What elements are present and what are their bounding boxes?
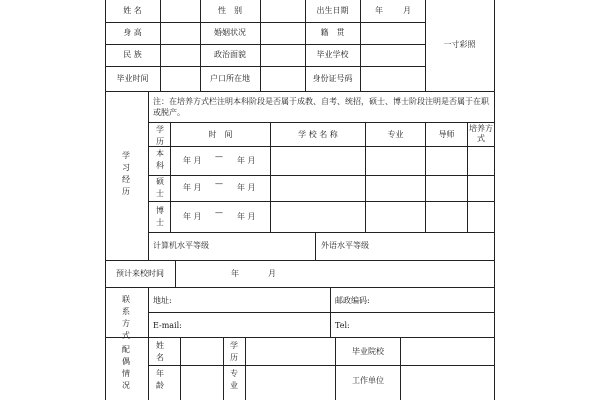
spouse-age-field[interactable] [181,366,223,400]
degree-header: 学历 [156,125,164,146]
doctor-sep: — [215,208,223,217]
postcode-label: 邮政编码: [335,296,370,305]
spouse-work-label: 工作单位 [352,376,384,385]
spouse-major-field[interactable] [246,366,335,400]
bachelor-mode-field[interactable] [468,147,494,175]
spouse-degree-field[interactable] [246,338,335,365]
master-school-field[interactable] [271,176,365,201]
spouse-degree-label: 学历 [230,341,238,362]
bachelor-advisor-field[interactable] [426,147,467,175]
height-field[interactable] [161,23,199,44]
graduation-school-field[interactable] [361,45,424,66]
contact-section-label: 联系方式 [122,295,130,340]
ethnicity-field[interactable] [161,45,199,66]
graduation-school-label: 毕业学校 [316,50,349,59]
spouse-name-label: 姓名 [156,341,164,362]
birth-date-label: 出生日期 [316,6,349,15]
address-label: 地址: [153,296,172,305]
doctor-degree-label: 博士 [156,206,164,227]
doctor-mode-field[interactable] [468,202,494,232]
spouse-work-field[interactable] [401,366,494,400]
native-place-field[interactable] [361,23,424,44]
spouse-school-label: 毕业院校 [352,347,384,356]
computer-level-field[interactable] [235,233,314,260]
bachelor-to: 年 月 [237,156,256,165]
master-advisor-field[interactable] [426,176,467,201]
school-name-header: 学 校 名 称 [298,130,338,139]
id-number-label: 身份证号码 [312,74,353,83]
spouse-school-field[interactable] [401,338,494,365]
doctor-school-field[interactable] [271,202,365,232]
doctor-to: 年 月 [237,212,256,221]
political-status-label: 政治面貌 [214,50,246,59]
doctor-advisor-field[interactable] [426,202,467,232]
birth-date-field[interactable] [361,1,424,22]
advisor-header: 导师 [438,130,455,139]
bachelor-degree-label: 本科 [156,149,164,170]
language-level-field[interactable] [395,233,494,260]
master-from: 年 月 [183,183,202,192]
email-field[interactable] [187,313,329,337]
address-field[interactable] [180,288,329,312]
marital-status-label: 婚姻状况 [214,28,246,37]
ethnicity-label: 民 族 [123,50,142,59]
master-degree-label: 硕士 [156,177,164,198]
political-status-field[interactable] [261,45,304,66]
photo-label: 一寸彩照 [443,40,476,49]
bachelor-school-field[interactable] [271,147,365,175]
tel-field[interactable] [357,313,494,337]
native-place-label: 籍 贯 [320,28,345,37]
hukou-field[interactable] [261,67,304,91]
language-level-label: 外语水平等级 [321,241,369,250]
hukou-label: 户口所在地 [210,74,250,83]
master-major-field[interactable] [366,176,425,201]
application-form [105,0,495,400]
email-label: E-mail: [153,321,182,330]
education-note: 注：在培养方式栏注明本科阶段是否属于成教、自考、统招，硕士、博士阶段注明是否属于在职或脱产。 [153,97,489,117]
id-number-field[interactable] [361,67,424,91]
master-mode-field[interactable] [468,176,494,201]
doctor-major-field[interactable] [366,202,425,232]
spouse-name-field[interactable] [181,338,223,365]
training-mode-header: 培养方式 [469,124,493,143]
arrival-time-label: 预计来校时间 [116,269,164,278]
bachelor-major-field[interactable] [366,147,425,175]
major-header: 专业 [387,130,404,139]
gender-field[interactable] [261,1,304,22]
name-field[interactable] [161,1,199,22]
name-label: 姓 名 [123,6,142,15]
master-sep: — [215,179,223,188]
bachelor-from: 年 月 [183,156,202,165]
birth-year-unit: 年 [375,6,383,15]
spouse-age-label: 年龄 [156,369,164,390]
gender-label: 性 别 [218,6,242,15]
bachelor-sep: — [215,152,223,161]
marital-status-field[interactable] [261,23,304,44]
graduation-time-label: 毕业时间 [116,74,149,83]
birth-month-unit: 月 [403,6,411,15]
master-to: 年 月 [237,183,256,192]
time-header: 时 间 [208,130,233,139]
graduation-time-field[interactable] [161,67,199,91]
arrival-month-unit: 月 [268,269,276,278]
spouse-section-label: 配偶情况 [122,345,130,390]
arrival-year-unit: 年 [231,269,239,278]
doctor-from: 年 月 [183,212,202,221]
computer-level-label: 计算机水平等级 [153,241,209,250]
postcode-field[interactable] [377,288,494,312]
tel-label: Tel: [335,321,350,330]
education-section-label: 学习经历 [122,151,130,196]
height-label: 身 高 [123,28,142,37]
spouse-major-label: 专业 [230,369,238,390]
arrival-time-field[interactable] [176,261,494,287]
